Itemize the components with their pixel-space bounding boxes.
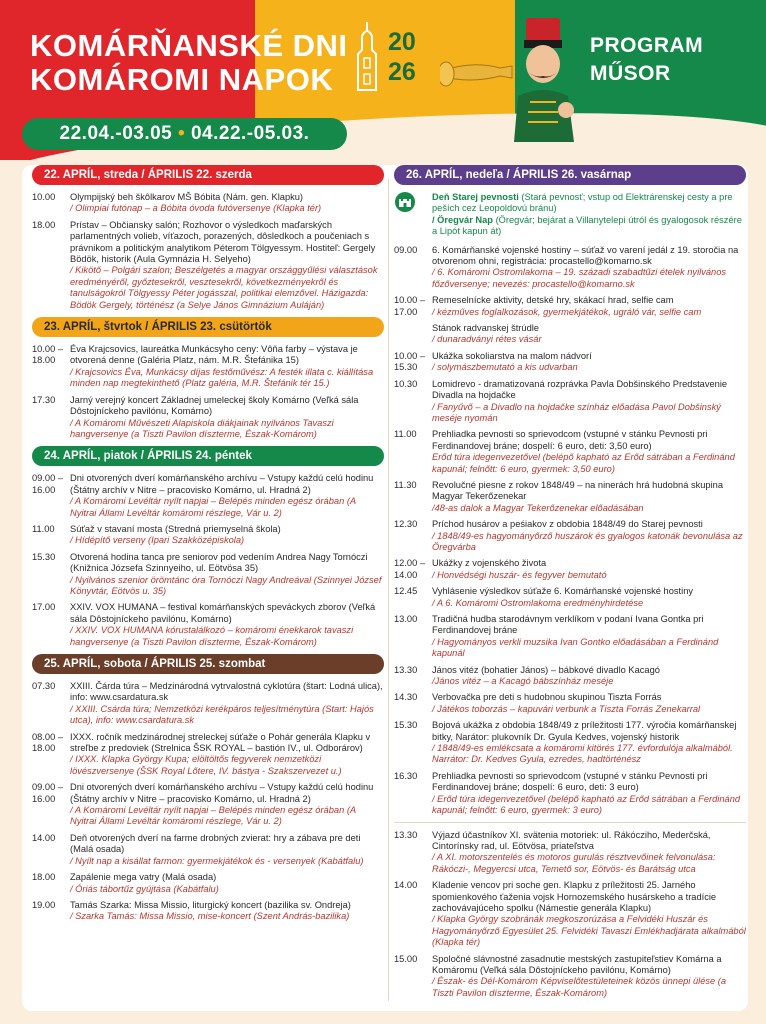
event-item (394, 614, 746, 660)
section-divider (394, 822, 746, 823)
event-item (32, 900, 384, 923)
event-time: 13.30 (394, 829, 418, 840)
event-description-sk: IXXX. ročník medzinárodnej streleckej súťaže o Pohár generála Klapku v streľbe z predoviek (Strelnica ŠSK ROYAL – bastión IV., ul. Odborárov) (70, 731, 371, 754)
event-time: 09.00 – 16.00 (32, 782, 64, 804)
event-item (32, 192, 384, 215)
event-time: 12.30 (394, 519, 418, 530)
event-time: 16.30 (394, 770, 418, 781)
event-time: 15.30 (32, 551, 56, 562)
day-section (32, 446, 384, 648)
event-description-hu: Erőd túra idegenvezetővel (belépő kapható az Erőd sátrában a Ferdinánd kapunál; felnőtt: 6 euro, gyermek: 3,50 euro) (432, 452, 735, 474)
event-description-hu: / Óriás tábortűz gyújtása (Kabátfalu) (70, 883, 219, 894)
event-description-hu: / Olimpiai futónap – a Bóbita óvoda futóversenye (Klapka tér) (70, 203, 322, 214)
event-item (394, 954, 746, 1000)
title-hu: KOMÁROMI NAPOK (30, 62, 334, 97)
event-time: 19.00 (32, 899, 56, 910)
event-description-hu: / kézműves foglalkozások, gyermekjátékok, ugráló vár, selfie cam (432, 306, 702, 317)
event-time: 07.30 (32, 681, 56, 691)
column-divider (388, 179, 389, 1001)
event-time (394, 323, 432, 346)
event-item (394, 351, 746, 374)
event-description-hu: / Hídépítő verseny (Ipari Szakközépiskola) (70, 535, 245, 546)
sunday-events (394, 245, 746, 817)
event-item (32, 732, 384, 778)
event-time: 10.00 – 18.00 (32, 344, 64, 366)
event-item (394, 519, 746, 553)
event-item (394, 323, 746, 346)
event-time: 10.30 (394, 378, 418, 389)
event-description-hu: / Kikötő – Polgári szalon; Beszélgetés a magyar országgyűlési választások eredményéről, győztesekről, vesztesekről, következményekről és tanulságokról Tölgyessy Péter jogásszal, politikai elemzővel. Házigazda: Bödök Gergely, történész (a Selye János Gimnázium Auláján) (70, 265, 378, 310)
event-time: 15.30 (394, 720, 418, 731)
event-description-sk: Éva Krajcsovics, laureátka Munkácsyho ceny: Vôňa farby – výstava je otvorená denne (Galéria Platz, nám. M.R. Štefánika 15) (70, 344, 358, 366)
event-description-sk: Kladenie vencov pri soche gen. Klapku z príležitosti 25. Jarného spomienkového ťaženia vojsk Hornozemského husárskeho a tradície zachovávajúceho spolku (Námestie generála Klapku) (432, 880, 717, 913)
event-description-hu: / Nyilvános szenior örömtánc óra Tornóczi Nagy Andreával (Szinnyei József Könyvtár, Eötvös u. 35) (70, 574, 382, 596)
event-item (394, 295, 746, 318)
event-item (32, 524, 384, 547)
event-time: 12.00 – 14.00 (394, 558, 426, 580)
event-description-sk: Jarný verejný koncert Základnej umeleckej školy Komárno (Veľká sála Dôstojníckeho pavilónu, Komárno) (70, 394, 359, 417)
event-description-sk: Lomidrevo - dramatizovaná rozprávka Pavla Dobšinského Predstavenie Divadla na hojdačke (432, 378, 728, 401)
event-time: 18.00 (32, 872, 56, 883)
event-time: 14.00 (394, 880, 418, 891)
event-description-sk: Dni otvorených dverí komárňanského archívu – Vstupy každú celú hodinu (Štátny archív v Nitre – pracovisko Komárno, ul. Hradná 2) (70, 782, 374, 804)
title-sk: KOMÁRŇANSKÉ DNI (30, 28, 348, 63)
fortress-desc-sk: (Stará pevnosť; vstup od Elektrárenskej cesty a pre peších cez Leopoldovú bránu) (432, 192, 733, 214)
date-range-bar (22, 118, 347, 150)
event-time: 13.30 (394, 664, 418, 675)
event-item (394, 665, 746, 688)
event-item (32, 395, 384, 441)
tower-icon (352, 20, 382, 92)
event-time: 09.00 – 16.00 (32, 473, 64, 495)
event-time: 18.00 (32, 219, 56, 230)
event-description-sk: XXIV. VOX HUMANA – festival komárňanských speváckych zborov (Veľká sála Dôstojníckeho pavilónu, Komárno) (70, 602, 376, 624)
day-header: 24. APRÍL, piatok / ÁPRILIS 24. péntek (32, 446, 384, 466)
event-description-sk: János vitéz (bohatier János) – bábkové divadlo Kacagó (432, 664, 660, 675)
castle-icon (394, 192, 416, 212)
event-description-hu: / XXIII. Csárda túra; Nemzetközi kerékpáros teljesítménytúra (Start: Hajós utca), info: www.csardatura.sk (70, 703, 374, 726)
event-item (32, 833, 384, 867)
event-description-sk: Prehliadka pevnosti so sprievodcom (vstupné v stánku Pevnosti pri Ferdinandovej bráne; dospelí: 6 euro, deti: 3,50 euro) (432, 429, 708, 451)
event-time: 11.00 (394, 429, 417, 440)
event-item (394, 880, 746, 948)
event-description-hu: / A Komáromi Levéltár nyílt napjai – Belépés minden egész órában (A Nyitrai Állami Levéltár komáromi részlege, Vár u. 2) (70, 805, 356, 827)
event-item (394, 480, 746, 514)
event-description-hu: / Fanyűvő – a Divadlo na hojdačke színház előadása Pavol Dobšinský meséje nyomán (432, 401, 721, 423)
event-description-hu: / 1848/49-es emlékcsata a komáromi kitörés 177. évfordulója alkalmából. Narrátor: Dr. Kedves Gyula, ezredes, hadtörténész (432, 743, 733, 765)
day-header-sunday: 26. APRÍL, nedeľa / ÁPRILIS 26. vasárnap (394, 165, 746, 185)
event-time: 10.00 – 17.00 (394, 295, 426, 317)
event-item (394, 830, 746, 876)
event-description-hu: / Klapka György szobránák megkoszorúzása a Felvidéki Huszár és Hagyományőrző Egyesület 25. Felvidéki Tavaszi Emlékhadjárata alkalmából (Klapka tér) (432, 914, 746, 948)
left-column (32, 165, 384, 929)
event-item (32, 782, 384, 828)
event-description-hu: / 1848/49-es hagyományőrző huszárok és gyalogos katonák bevonulása az Öregvárba (432, 530, 743, 552)
event-description-sk: Tamás Szarka: Missa Missio, liturgický koncert (bazilika sv. Ondreja) (70, 899, 351, 910)
year-top: 20 (388, 28, 416, 56)
day-section (32, 317, 384, 440)
event-description-sk: Ukážka sokoliarstva na malom nádvorí (432, 350, 592, 361)
fortress-title-hu: / Öregvár Nap (432, 214, 493, 225)
program-sk: PROGRAM (590, 34, 704, 57)
event-description-sk: Bojová ukážka z obdobia 1848/49 z príležitosti 177. výročia komárňanskej bitky, Narátor: plukovník Dr. Gyula Kedves, vojenský historik (432, 720, 737, 742)
day-header: 22. APRÍL, streda / ÁPRILIS 22. szerda (32, 165, 384, 185)
event-time: 13.00 (394, 614, 418, 624)
event-description-hu: / A XI. motorszentelés és motoros gurulás résztvevőinek felvonulása: Rákóczi-, Megyercsi utca, Temető sor, Eötvös- és Barátság utca (432, 852, 716, 874)
event-item (394, 720, 746, 766)
event-item (32, 602, 384, 648)
year-bottom: 26 (388, 58, 416, 86)
event-item (394, 245, 746, 291)
hussar-trumpeter-illustration (440, 12, 590, 142)
event-description-sk: Zapálenie mega vatry (Malá osada) (70, 872, 217, 883)
event-time: 17.30 (32, 394, 56, 405)
date-range-sk: 22.04.-03.05 (59, 123, 173, 144)
event-description-sk: Vyhlásenie výsledkov súťaže 6. Komárňanské vojenské hostiny (432, 586, 694, 597)
event-description-hu: / A 6. Komáromi Ostromlakoma eredményhirdetése (432, 597, 644, 608)
event-description-sk: XXIII. Čárda túra – Medzinárodná vytrvalostná cyklotúra (štart: Lodná ulica), info: www.csardatura.sk (70, 681, 383, 703)
event-item (394, 692, 746, 715)
event-description-hu: / Honvédségi huszár- és fegyver bemutató (432, 569, 607, 580)
event-description-sk: Dni otvorených dverí komárňanského archívu – Vstupy každú celú hodinu (Štátny archív v Nitre – pracovisko Komárno, ul. Hradná 2) (70, 473, 374, 495)
event-time: 11.00 (32, 523, 55, 534)
event-description-hu: / 6. Komáromi Ostromlakoma – 19. századi szabadtűzi ételek nyilvános főzőversenye; nevezés: procastello@komarno.sk (432, 267, 727, 289)
event-time: 12.45 (394, 586, 418, 597)
event-description-sk: Výjazd účastníkov XI. svätenia motoriek: ul. Rákócziho, Mederčská, Cintorínsky rad, ul. Eötvösa, priateľstva (432, 829, 711, 851)
sunday-afternoon-events (394, 830, 746, 1000)
event-description-sk: Ukážky z vojenského života (432, 558, 547, 569)
event-item (394, 558, 746, 581)
fortress-day-block (394, 192, 746, 238)
event-description-hu: / Játékos toborzás – kapuvári verbunk a Tiszta Forrás Zenekarral (432, 703, 701, 714)
event-item (32, 344, 384, 390)
day-header: 23. APRÍL, štvrtok / ÁPRILIS 23. csütörtök (32, 317, 384, 337)
event-description-hu: / Krajcsovics Éva, Munkácsy díjas festőművész: A festék illata c. kiállítása minden nap megtekinthető (Platz galéria, M.R. Štefánik tér 15.) (70, 366, 374, 389)
day-section (32, 165, 384, 311)
event-item (32, 872, 384, 895)
date-range-hu: 04.22.-05.03. (190, 123, 310, 144)
event-description-hu: /János vitéz – a Kacagó bábszínház meséje (432, 676, 614, 687)
event-item (32, 681, 384, 727)
event-description-sk: Prehliadka pevnosti so sprievodcom (vstupné v stánku Pevnosti pri Ferdinandovej bráne; dospelí: 6 euro, deti: 3 euro) (432, 770, 708, 793)
event-time: 08.00 – 18.00 (32, 731, 64, 754)
event-description-hu: / dunaradványi rétes vásár (432, 334, 542, 345)
event-description-sk: Remeselnícke aktivity, detské hry, skákací hrad, selfie cam (432, 295, 674, 306)
event-description-hu: / IXXX. Klapka György Kupa; elöltöltős fegyverek nemzetközi lövészversenye (ŠSK Royal Lőtere, IV. bástya - Szakszervezet u.) (70, 754, 342, 776)
event-description-sk: Otvorená hodina tanca pre seniorov pod vedením Andrea Nagy Tornóczi (Knižnica Józsefa Szinnyeiho, ul. Eötvösa 35) (70, 551, 368, 574)
event-time: 14.00 (32, 832, 56, 843)
event-description-sk: Olympijský beh škôlkarov MŠ Bóbita (Nám. gen. Klapku) (70, 192, 304, 202)
event-description-hu: / Nyílt nap a kisállat farmon: gyermekjátékok és - versenyek (Kabátfalu) (70, 855, 364, 866)
day-header: 25. APRÍL, sobota / ÁPRILIS 25. szombat (32, 654, 384, 674)
event-description-hu: / Erőd túra idegenvezetővel (belépő kapható az Erőd sátrában a Ferdinánd kapunál; felnőtt: 6 euro, gyermek: 3 euro) (432, 793, 741, 816)
event-item (394, 429, 746, 475)
date-range-separator: • (178, 123, 186, 144)
event-description-sk: 6. Komárňanské vojenské hostiny – súťaž vo varení jedál z 19. storočia na otvorenom ohni, registrácia: procastello@komarno.sk (432, 244, 739, 267)
event-description-hu: /48-as dalok a Magyar Tekerőzenekar előadásában (432, 502, 644, 513)
event-item (394, 379, 746, 425)
event-description-hu: / XXIV. VOX HUMANA kórustalálkozó – komáromi énekkarok tavaszi hangversenye (a Tiszti Pavilon díszterme, Észak-Komárom) (70, 625, 354, 647)
program-panel (22, 165, 748, 1011)
right-column (394, 165, 746, 1004)
event-description-sk: Deň otvorených dverí na farme drobných zvierat: hry a zábava pre deti (Malá osada) (70, 832, 361, 855)
event-description-sk: Revolučné piesne z rokov 1848/49 – na ninerách hrá hudobná skupina Magyar Tekerőzenekar (432, 479, 723, 502)
event-time: 17.00 (32, 602, 56, 613)
event-description-sk: Stánok radvanskej štrúdle (432, 323, 539, 334)
event-time: 10.00 (32, 192, 56, 202)
event-description-sk: Príchod husárov a peśiakov z obdobia 1848/49 do Starej pevnosti (432, 519, 703, 530)
event-description-sk: Tradičná hudba starodávnym verklíkom v podaní Ivana Gontka pri Ferdinandovej bráne (432, 614, 704, 636)
program-hu: MŰSOR (590, 62, 671, 85)
event-description-hu: / solymászbemutató a kis udvarban (432, 362, 578, 373)
event-description-sk: Prístav – Občiansky salón; Rozhovor o výsledkoch maďarských parlamentných volieb, víťazoch, porazených, dôsledkoch a poučeniach s právnikom a politickým analytikom Péterom Tölgyessym. Hostiteľ: Gergely Bödök, historik (Aula Gymnázia H. Selyeho) (70, 219, 376, 265)
event-item (394, 771, 746, 817)
event-time: 09.00 (394, 244, 418, 255)
event-description-hu: / A Komáromi Levéltár nyílt napjai – Belépés minden egész órában (A Nyitrai Állami Levéltár komáromi részlege, Vár u. 2) (70, 496, 356, 518)
event-time: 10.00 – 15.30 (394, 350, 426, 373)
fortress-title-sk: Deň Starej pevnosti (432, 192, 519, 202)
event-description-hu: / Szarka Tamás: Missa Missio, mise-koncert (Szent András-bazilika) (70, 911, 350, 922)
day-section (32, 654, 384, 923)
event-item (394, 586, 746, 609)
event-time: 11.30 (394, 479, 417, 490)
event-description-sk: Súťaž v stavaní mosta (Stredná priemyselná škola) (70, 523, 281, 534)
header-banner (0, 0, 766, 160)
event-item (32, 220, 384, 311)
event-time: 14.30 (394, 692, 418, 703)
fortress-desc-hu: (Öregvár; bejárat a Villanytelepi útról és gyalogosok részére a Lipót kapun át) (432, 214, 742, 237)
event-time: 15.00 (394, 953, 418, 964)
event-item (32, 473, 384, 519)
event-description-sk: Spoločné slávnostné zasadnutie mestských zastupiteľstiev Komárna a Komáromu (Veľká sála Dôstojníckeho pavilónu, Komárno) (432, 953, 722, 975)
event-description-hu: / A Komáromi Művészeti Alapiskola diákjainak nyilvános Tavaszi hangversenye (a Tiszti Pavilon díszterme, Észak-Komárom) (70, 417, 334, 439)
event-description-hu: / Hagyományos verkli muzsika Ivan Gontko előadásában a Ferdinánd kapunál (432, 636, 719, 659)
event-description-sk: Verbovačka pre deti s hudobnou skupinou Tiszta Forrás (432, 692, 662, 703)
event-description-hu: / Észak- és Dél-Komárom Képviselőtestületeinek közös ünnepi ülése (a Tiszti Pavilon díszterme, Észak-Komárom) (432, 976, 727, 998)
event-item (32, 552, 384, 598)
